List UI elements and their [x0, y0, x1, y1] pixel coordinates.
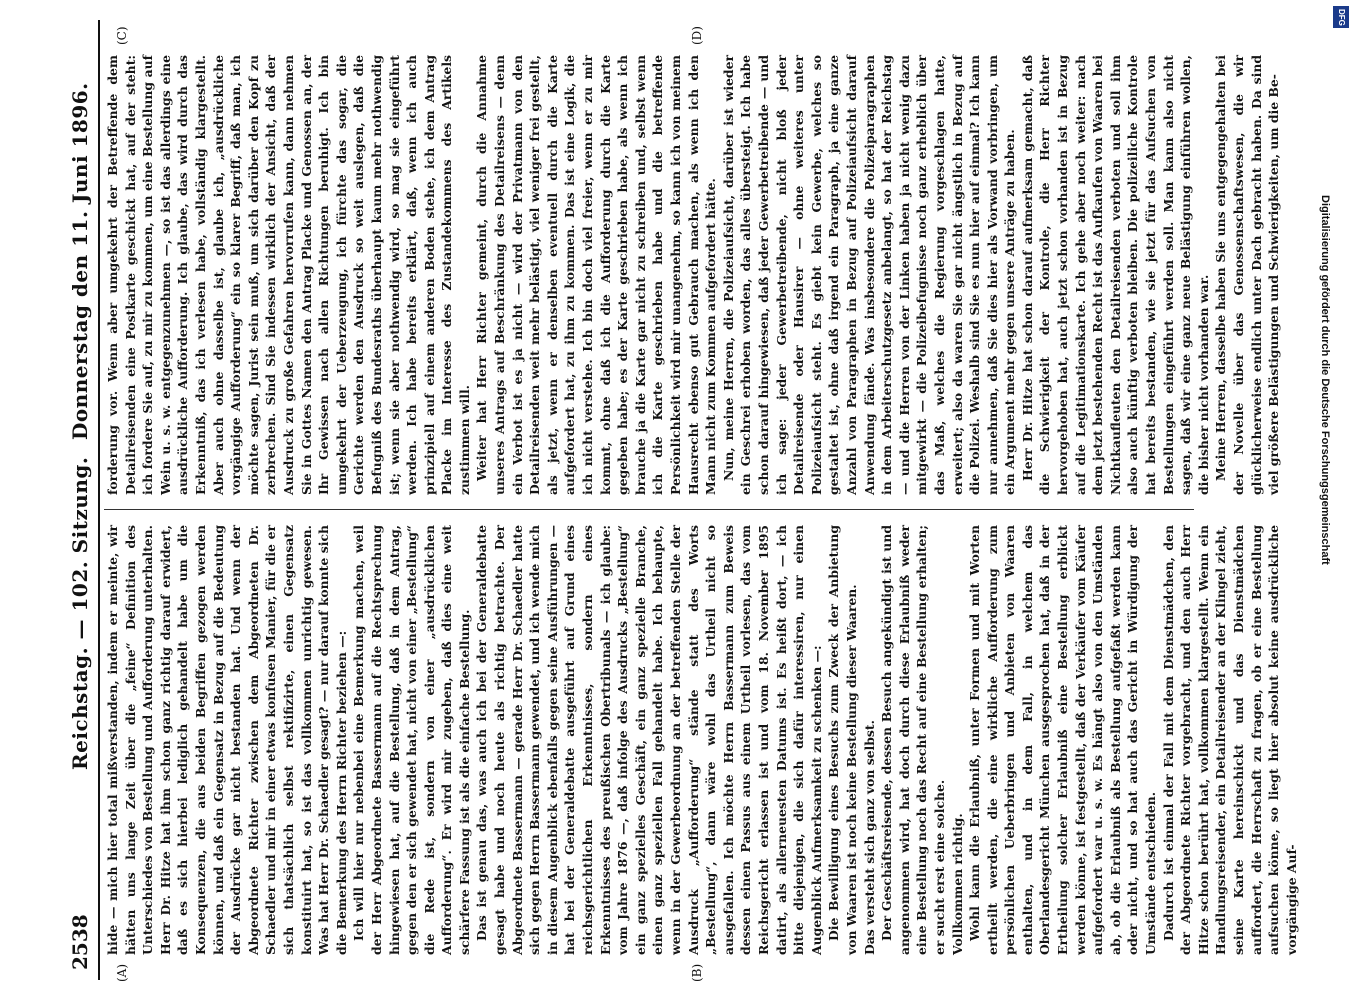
- paragraph: Die Bewilligung eines Besuchs zum Zweck der Anbietung von Waaren ist noch keine Bestellung dieser Waaren.: [826, 525, 859, 955]
- paragraph: Vollkommen richtig.: [949, 813, 965, 955]
- page-number: 2538: [68, 914, 92, 970]
- dfg-logo: DFG: [1333, 6, 1349, 28]
- margin-marker-b: (B): [690, 963, 704, 982]
- paragraph: Nun, meine Herren, die Polizeiaufsicht, darüber ist wieder ein Geschrei erhoben worden, das alles übersteigt. Ich habe schon darauf hingewiesen, daß jeder Gewerbetreibende — und ich sage: jeder Gewerbetreibende, nicht bloß jeder Detailreisende oder Hausirer — ohne weiteres unter Polizeiaufsicht steht. Es giebt kein Gewerbe, welches so gestaltet ist, ohne daß irgend ein Paragraph, ja eine ganze Anzahl von Paragraphen in Bezug auf Polizeiaufsicht darauf Anwendung fände. Was insbesondere die Polizeiparagraphen in dem Arbeiterschutzgesetz anbelangt, so hat der Reichstag — und die Herren von der Linken haben ja nicht wenig dazu mitgewirkt — die Polizeibefugnisse noch ganz erheblich über das Maß, welches die Regierung vorgeschlagen hatte, erweitert; also da waren Sie gar nicht ängstlich in Bezug auf die Polizei. Weshalb sind Sie es nun hier auf einmal? Ich kann nur annehmen, daß Sie dies hier als Vorwand vorbringen, um ein Argument mehr gegen unsere Anträge zu haben.: [720, 55, 1018, 495]
- paragraph: Der Geschäftsreisende, dessen Besuch angekündigt ist und angenommen wird, hat doch durch diese Erlaubniß weder eine Bestellung noch das Recht auf eine Bestellung erhalten; er sucht erst eine solche.: [879, 525, 947, 955]
- paragraph: Herr Dr. Hitze hat schon darauf aufmerksam gemacht, daß die Schwierigkeit der Kontrole, die Herr Richter hervorgehoben hat, auch jetzt schon vorhanden ist in Bezug auf die Legitimationskarte. Ich gehe aber noch weiter: nach dem jetzt bestehenden Recht ist das Aufkaufen von Waaren bei Nichtkaufleuten den Detailreisenden verboten und soll ihm also auch künftig verboten bleiben. Die polizeiliche Kontrole hat bereits bestanden, wie sie jetzt für das Aufsuchen von Bestellungen eingeführt werden soll. Man kann also nicht sagen, daß wir eine ganz neue Belästigung einführen wollen, die bisher nicht vorhanden war.: [1019, 55, 1211, 495]
- paragraph: hide — mich hier total mißverstanden, indem er meinte, wir hätten uns lange Zeit über die „feine“ Definition des Unterschiedes von Bestellung und Aufforderung unterhalten. Herr Dr. Hitze hat ihm schon ganz richtig darauf erwidert, daß es sich hierbei lediglich gehandelt habe um die Konsequenzen, die aus beiden Begriffen gezogen werden können, und daß ein Gegensatz in Bezug auf die Bedeutung der Ausdrücke gar nicht bestanden hat. Und wenn der Abgeordnete Richter zwischen dem Abgeordneten Dr. Schaedler und mir in einer etwas konfusen Manier, für die er sich thatsächlich selbst rektifizirte, einen Gegensatz konstituirt hat, so ist das vollkommen unrichtig gewesen. Was hat Herr Dr. Schaedler gesagt? — nur darauf konnte sich die Bemerkung des Herrn Richter beziehen —:: [105, 525, 349, 955]
- paragraph: Das ist genau das, was auch ich bei der Generaldebatte gesagt habe und noch heute als richtig betrachte. Der Abgeordnete Bassermann — gerade Herr Dr. Schaedler hatte sich gegen Herrn Bassermann gewendet, und ich wende mich in diesem Augenblick ebenfalls gegen seine Ausführungen — hat bei der Generaldebatte ausgeführt auf Grund eines reichsgerichtlichen Erkenntnisses, sondern eines Erkenntnisses des preußischen Obertribunals — ich glaube: vom Jahre 1876 —, daß infolge des Ausdrucks „Bestellung“ ein ganz spezielles Geschäft, ein ganz spezielle Branche, einen ganz speziellen Fall gehandelt habe. Ich behaupte, wenn in der Gewerbeordnung an der betreffenden Stelle der Ausdruck „Aufforderung“ stände statt des Worts „Bestellung“, dann wäre wohl das Urtheil nicht so ausgefallen. Ich möchte Herrn Bassermann zum Beweis dessen einen Passus aus einem Urtheil vorlesen, das vom Reichsgericht erlassen ist und vom 18. November 1895 datirt, als allerneuesten Datums ist. Es heißt dort, — ich bitte diejenigen, die sich dafür interessiren, nur einen Augenblick Aufmerksamkeit zu schenken —:: [474, 525, 824, 955]
- margin-marker-c: (C): [115, 26, 129, 45]
- paragraph: Wohl kann die Erlaubniß, unter Formen und mit Worten ertheilt werden, die eine wirkliche Aufforderung zum persönlichen Ueberbringen und Anbieten von Waaren enthalten, und in dem Fall, in welchem das Oberlandesgericht München ausgesprochen hat, daß in der Ertheilung solcher Erlaubniß eine Bestellung erblickt werden könne, ist festgestellt, daß der Verkäufer vom Käufer aufgefordert war u. s. w. Es hängt also von den Umständen ab, ob die Erlaubniß als Bestellung aufgefaßt werden kann oder nicht, und so hat auch das Gericht in Würdigung der Umstände entschieden.: [967, 525, 1159, 955]
- session-date: Donnerstag den 11. Juni 1896.: [68, 82, 92, 440]
- paragraph: forderung vor. Wenn aber umgekehrt der Betreffende dem Detailreisenden eine Postkarte geschickt hat, auf der steht: ich fordere Sie auf, zu mir zu kommen, um eine Bestellung auf Wein u. s. w. entgegenzunehmen —, so ist das allerdings eine ausdrückliche Aufforderung. Ich glaube, das wird durch das Erkenntniß, das ich verlesen habe, vollständig klargestellt. Aber auch ohne dasselbe ist, glaube ich, „ausdrückliche vorgängige Aufforderung“ ein so klarer Begriff, daß man, ich möchte sagen, Jurist sein muß, um sich darüber den Kopf zu zerbrechen. Sind Sie indessen wirklich der Ansicht, daß der Ausdruck zu große Gefahren hervorrufen kann, dann nehmen Sie in Gottes Namen den Antrag Placke und Genossen an, der Ihr Gewissen nach allen Richtungen beruhigt. Ich bin umgekehrt der Ueberzeugung, ich fürchte das sogar, die Gerichte werden den Ausdruck so weit auslegen, daß die Befugniß des Bundesraths überhaupt kaum mehr nothwendig ist; wenn sie aber nothwendig wird, so mag sie eingeführt werden. Ich habe bereits erklärt, daß, wenn ich auch prinzipiell auf einem anderen Boden stehe, ich dem Antrag Placke im Interesse des Zustandekommens des Artikels zustimmen will.: [105, 55, 472, 495]
- paragraph: Meine Herren, dasselbe haben Sie uns entgegengehalten bei der Novelle über das Genossenschaftswesen, die wir glücklicherweise endlich unter Dach gebracht haben. Da sind viel größere Belästigungen und Schwierigkeiten, um die Be-: [1213, 55, 1282, 495]
- session-title: Reichstag. — 102. Sitzung.: [68, 456, 92, 770]
- page-header: [58, 20, 100, 980]
- paragraph: Das versteht sich ganz von selbst.: [861, 720, 877, 955]
- text-column-left: [104, 525, 1299, 955]
- paragraph: Ich will hier nur nebenbei eine Bemerkung machen, weil der Herr Abgeordnete Bassermann auf die Rechtsprechung hingewiesen hat, auf die Bestellung, daß in dem Antrag, gegen den er sich gewendet hat, nicht von einer „Bestellung“ die Rede ist, sondern von einer „ausdrücklichen Aufforderung“. Er wird mir zugeben, daß dies eine weit schärfere Fassung ist als die einfache Bestellung.: [351, 525, 472, 955]
- margin-marker-d: (D): [690, 26, 704, 45]
- margin-marker-a: (A): [115, 963, 129, 982]
- paragraph: Dadurch ist einmal der Fall mit dem Dienstmädchen, den der Abgeordnete Richter vorgebracht, und den auch Herr Hitze schon berührt hat, vollkommen klargestellt. Wenn ein Handlungsreisender, ein Detailreisender an der Klingel zieht, seine Karte hereinschickt und das Dienstmädchen auffordert, die Herrschaft zu fragen, ob er eine Bestellung aufsuchen könne, so liegt hier absolut keine ausdrückliche vorgängige Auf-: [1160, 525, 1299, 955]
- text-column-right: [104, 55, 1282, 495]
- paragraph: Weiter hat Herr Richter gemeint, durch die Annahme unseres Antrags auf Beschränkung des Detailreisens — denn ein Verbot ist es ja nicht — wird der Privatmann von den Detailreisenden weit mehr belästigt, viel weniger frei gestellt, als jetzt, wenn er denselben eventuell durch die Karte aufgefordert hat, zu ihm zu kommen. Das ist eine Logik, die ich nicht verstehe. Ich bin doch viel freier, wenn er zu mir kommt, ohne daß ich die Aufforderung durch die Karte gegeben habe; es der Karte geschrieben habe, als wenn ich brauche ja die Karte gar nicht zu schreiben und, selbst wenn ich die Karte geschrieben habe und die betreffende Persönlichkeit wird mir unangenehm, so kann ich von meinem Hausrecht ebenso gut Gebrauch machen, als wenn ich den Mann nicht zum Kommen aufgefordert hätte.: [474, 55, 719, 495]
- column-divider: [104, 509, 1194, 510]
